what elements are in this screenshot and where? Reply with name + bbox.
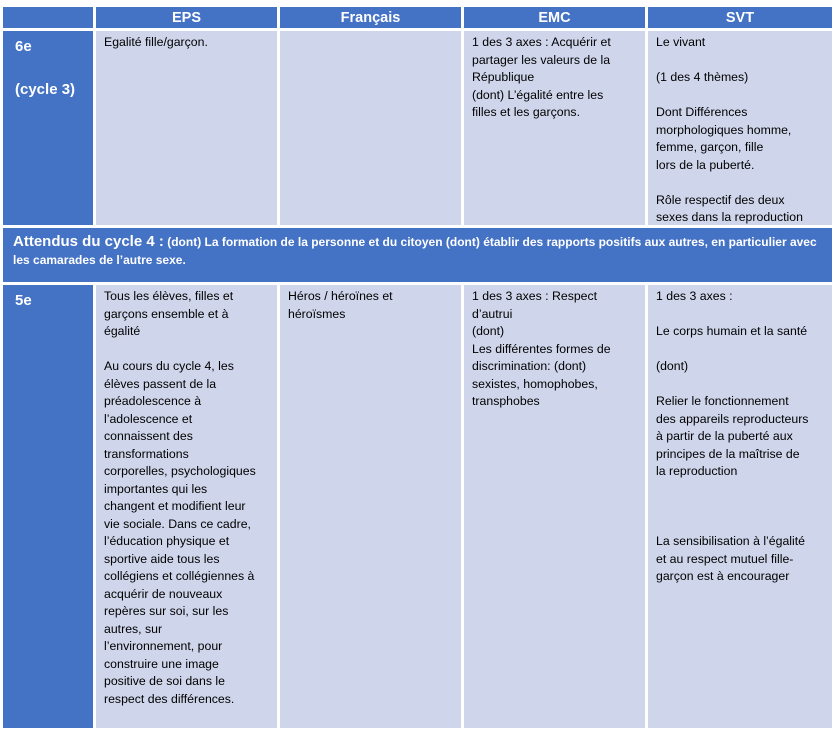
cell-5e-svt: 1 des 3 axes : Le corps humain et la santé (dont) Relier le fonctionnement des appareils reproducteurs à partir de la puberté aux principes de la maîtrise de la reproduction La sensibilisation à l’égalité et au respect mutuel fille- garçon est à encourager xyxy=(648,285,832,728)
row-label-6e-cycle: (cycle 3) xyxy=(15,81,76,99)
band-text: (dont) La formation de la personne et du citoyen (dont) établir des rapports positifs aux autres, en particulier avec les camarades de l’autre sexe. xyxy=(13,235,817,267)
cell-6e-eps: Egalité fille/garçon. xyxy=(96,31,277,225)
cell-6e-francais xyxy=(280,31,461,225)
cell-5e-eps: Tous les élèves, filles et garçons ensemble et à égalité Au cours du cycle 4, les élèves passent de la préadolescence à l’adolescence et connaissent des transformations corporelles, psychologiques importantes qui les changent et modifient leur vie sociale. Dans ce cadre, l’éducation physique et sportive aide tous les collégiens et collégiennes à acquérir de nouveaux repères sur soi, sur les autres, sur l’environnement, pour construire une image positive de soi dans le respect des différences. xyxy=(96,285,277,728)
cell-5e-francais: Héros / héroïnes et héroïsmes xyxy=(280,285,461,728)
cycle4-expectations-band xyxy=(3,228,832,282)
cell-6e-svt: Le vivant (1 des 4 thèmes) Dont Différences morphologiques homme, femme, garçon, fille lors de la puberté. Rôle respectif des deux sexes dans la reproduction xyxy=(648,31,832,225)
cell-5e-emc: 1 des 3 axes : Respect d’autrui (dont) Les différentes formes de discrimination: (dont) sexistes, homophobes, transphobes xyxy=(464,285,645,728)
row-label-6e xyxy=(3,31,93,225)
header-corner xyxy=(3,7,93,28)
row-label-5e: 5e xyxy=(3,285,93,728)
header-francais: Français xyxy=(280,7,461,28)
band-title: Attendus du cycle 4 : xyxy=(13,233,164,250)
header-eps: EPS xyxy=(96,7,277,28)
header-emc: EMC xyxy=(464,7,645,28)
header-svt: SVT xyxy=(648,7,832,28)
cell-6e-emc: 1 des 3 axes : Acquérir et partager les valeurs de la République (dont) L’égalité entre les filles et les garçons. xyxy=(464,31,645,225)
row-label-6e-level: 6e xyxy=(15,38,32,55)
